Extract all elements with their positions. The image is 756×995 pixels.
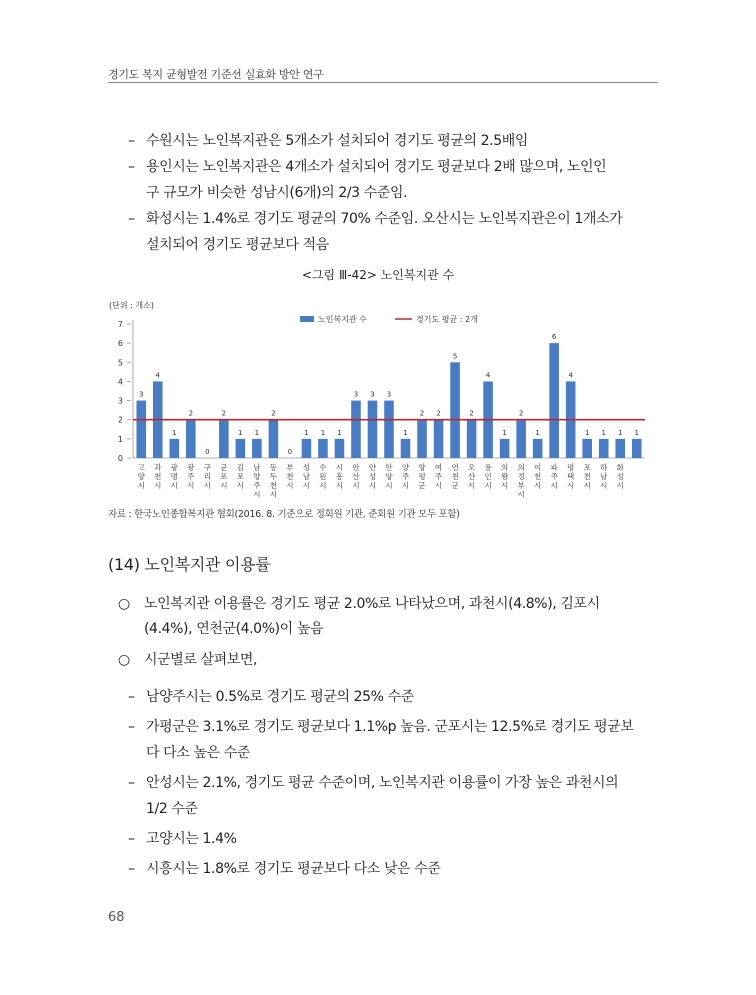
data-label: 2 [221,409,227,418]
unit-label: (단위 : 개소) [109,301,154,310]
legend-swatch-bars [300,316,314,322]
bullet-item [128,154,606,206]
category-label: 안 양 시 [385,463,393,490]
category-label: 포 천 시 [583,463,591,490]
category-label: 광 명 시 [170,463,178,490]
y-tick-label: 1 [117,434,123,444]
data-label: 1 [584,428,590,437]
data-label: 1 [634,428,639,437]
y-tick-label: 7 [117,320,123,329]
text-line: 수원시는 노인복지관은 5개소가 설치되어 경기도 평균의 2.5배임 [146,133,528,149]
text-line: 노인복지관 이용률은 경기도 평균 2.0%로 나타났으며, 과천시(4.8%), 김포시 [144,596,600,612]
data-label: 2 [436,409,441,418]
bar [351,401,361,458]
category-label: 파 주 시 [550,463,558,490]
category-label: 안 산 시 [352,463,360,490]
data-label: 5 [452,352,458,361]
bar [170,439,180,458]
data-label: 1 [535,428,540,437]
bullet-item [128,684,414,710]
data-label: 1 [617,428,623,437]
text-line: 구 규모가 비슷한 성남시(6개)의 2/3 수준임. [146,185,408,201]
bar [500,439,510,458]
data-label: 1 [254,428,260,437]
category-label: 양 평 군 [418,463,426,490]
bar [335,439,345,458]
category-label: 광 주 시 [187,463,195,490]
data-label: 4 [155,371,161,380]
data-label: 3 [353,390,359,399]
bar [401,439,411,458]
text-line: 용인시는 노인복지관은 4개소가 설치되어 경기도 평균보다 2배 많으며, 노인인 [146,159,607,175]
data-label: 2 [419,409,425,418]
y-tick-label: 3 [117,396,123,406]
category-label: 동 두 천 시 [269,463,278,499]
data-label: 1 [304,428,309,437]
data-label: 2 [188,409,194,418]
running-head: 경기도 복지 균형발전 기준선 실효화 방안 연구 [108,68,324,81]
circle-item [118,592,600,642]
bar [450,362,460,458]
data-label: 2 [518,409,524,418]
circle-item [118,648,257,673]
text-line: 고양시는 1.4% [146,831,237,847]
data-label: 3 [139,390,144,399]
bullet-mark: – [128,775,135,791]
text-line: 다 다소 높은 수준 [146,745,251,761]
bar-chart [105,296,650,504]
text-line: (4.4%), 연천군(4.0%)이 높음 [144,621,324,637]
category-label: 과 천 시 [154,463,162,490]
bar [302,439,312,458]
bullet-item [128,128,528,154]
y-tick-label: 0 [117,454,123,463]
bar [219,420,229,458]
data-label: 0 [287,448,293,456]
bar [136,401,146,458]
text-line: 시흥시는 1.8%로 경기도 평균보다 다소 낮은 수준 [146,861,441,877]
y-tick-label: 6 [117,339,123,349]
data-label: 2 [271,409,276,418]
category-label: 평 택 시 [567,463,575,490]
data-label: 1 [320,428,326,437]
data-label: 1 [238,428,243,437]
bullet-mark: – [128,719,135,735]
bar [269,420,279,458]
bullet-item [128,714,634,766]
data-label: 6 [551,333,557,342]
text-line: 시군별로 살펴보면, [144,652,258,668]
bar [252,439,262,458]
page-number: 68 [108,910,125,925]
bullet-mark: ○ [118,596,130,612]
category-label: 성 남 시 [302,463,311,490]
bullet-mark: – [128,133,135,149]
bullet-mark: – [128,159,135,175]
category-label: 용 인 시 [484,463,492,490]
bullet-mark: – [128,831,135,847]
bar [434,420,444,458]
data-label: 3 [386,390,392,399]
figure-source: 자료 : 한국노인종합복지관 협회(2016. 8. 기준으로 정회원 기관, 준회원 기관 모두 포함) [108,509,460,520]
bullet-mark: – [128,689,135,705]
category-label: 화 성 시 [616,463,624,490]
bar [186,420,196,458]
bar [318,439,328,458]
bullet-mark: ○ [118,652,130,668]
bar [417,420,427,458]
bar [599,439,609,458]
category-label: 수 원 시 [319,463,327,490]
data-label: 1 [502,428,507,437]
figure-caption: <그림 Ⅲ-42> 노인복지관 수 [301,268,455,282]
data-label: 1 [172,428,177,437]
bar [384,401,394,458]
category-label: 의 왕 시 [500,463,509,490]
y-tick-label: 4 [117,377,123,387]
bullet-mark: – [128,211,135,227]
bullet-item [128,206,622,258]
data-label: 4 [485,371,491,380]
category-label: 이 천 시 [534,463,542,490]
data-label: 2 [469,409,474,418]
bar [516,420,526,458]
text-line: 화성시는 1.4%로 경기도 평균의 70% 수준임. 오산시는 노인복지관은이 1개소가 [146,211,623,227]
text-line: 1/2 수준 [146,801,198,817]
legend-label-average: 경기도 평균 : 2개 [416,315,478,324]
data-label: 0 [205,448,210,456]
category-label: 구 리 시 [203,463,211,490]
category-label: 군 포 시 [220,463,228,490]
category-label: 안 성 시 [368,463,377,490]
category-label: 부 천 시 [286,463,294,490]
bullet-item [128,826,237,852]
bar [236,439,246,458]
bar [582,439,592,458]
section-title: (14) 노인복지관 이용률 [108,555,271,574]
bar [533,439,543,458]
text-line: 남양주시는 0.5%로 경기도 평균의 25% 수준 [146,689,414,705]
text-line: 설치되어 경기도 평균보다 적음 [146,237,329,253]
bar [615,439,625,458]
category-label: 의 정 부 시 [517,463,525,499]
legend-label-bars: 노인복지관 수 [318,315,367,324]
y-tick-label: 2 [117,415,123,425]
category-label: 고 양 시 [137,463,145,490]
data-label: 1 [403,428,408,437]
category-label: 오 산 시 [467,463,476,490]
category-label: 연 천 군 [451,463,459,490]
bar [549,343,559,458]
category-label: 김 포 시 [236,463,244,490]
data-label: 1 [337,428,342,437]
category-label: 남 양 주 시 [253,463,261,499]
data-label: 1 [601,428,606,437]
bar [632,439,642,458]
category-label: 시 흥 시 [335,463,344,490]
bullet-mark: – [128,861,135,877]
bullet-item [128,770,618,822]
text-line: 가평군은 3.1%로 경기도 평균보다 1.1%p 높음. 군포시는 12.5%로 경기도 평균보 [146,719,634,735]
data-label: 4 [568,371,573,380]
data-label: 3 [370,390,375,399]
text-line: 안성시는 2.1%, 경기도 평균 수준이며, 노인복지관 이용률이 가장 높은 과천시의 [146,775,619,791]
header-divider [108,82,658,83]
bar [368,401,378,458]
category-label: 여 주 시 [434,463,443,490]
category-label: 하 남 시 [600,463,608,490]
category-label: 양 주 시 [401,463,410,490]
y-tick-label: 5 [117,358,123,368]
bar [467,420,477,458]
bullet-item [128,856,441,882]
